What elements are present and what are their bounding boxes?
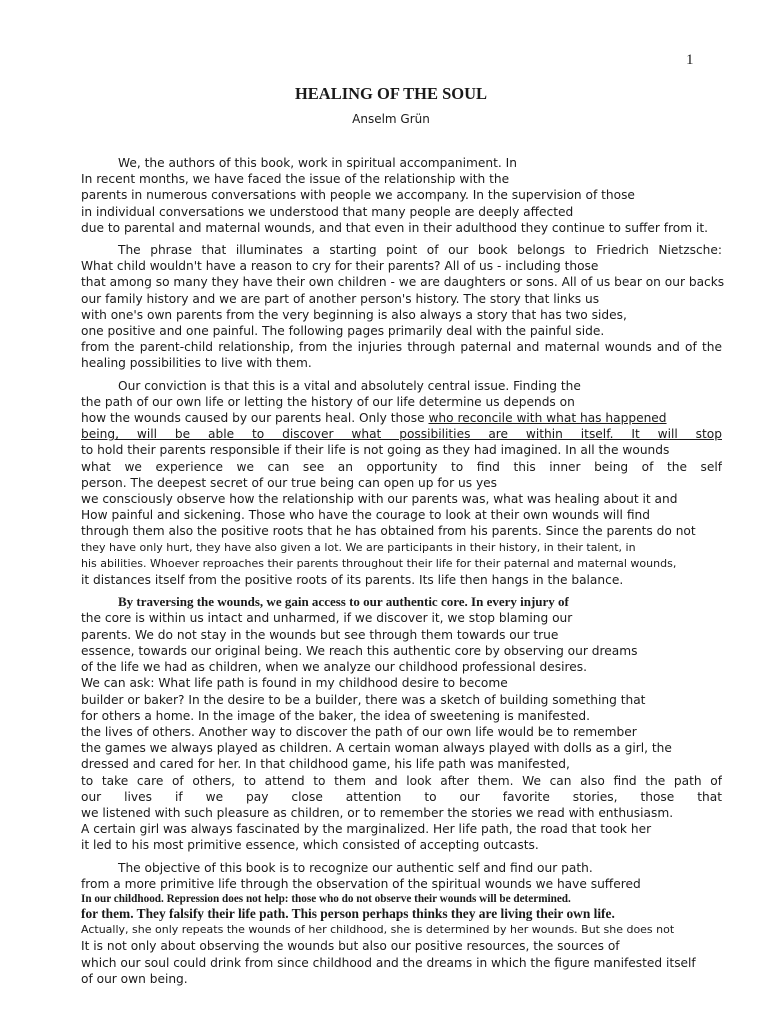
text-line: of the life we had as children, when we analyze our childhood professional desires. bbox=[81, 660, 587, 675]
text-line: How painful and sickening. Those who have the courage to look at their own wounds will find bbox=[81, 508, 650, 523]
text-line: parents. We do not stay in the wounds but see through them towards our true bbox=[81, 627, 559, 642]
text-line: due to parental and maternal wounds, and that even in their adulthood they continue to suffer from it. bbox=[81, 220, 709, 235]
text-line: his abilities. Whoever reproaches their parents throughout their life for their paternal and maternal wounds, bbox=[81, 556, 677, 570]
text-line bbox=[81, 410, 731, 426]
text-line: Our conviction is that this is a vital and absolutely central issue. Finding the bbox=[118, 378, 581, 393]
paragraph-4 bbox=[81, 594, 731, 853]
text-line: for others a home. In the image of the baker, the idea of sweetening is manifested. bbox=[81, 708, 591, 723]
text-line: dressed and cared for her. In that childhood game, his life path was manifested, bbox=[81, 757, 570, 772]
text-line: It is not only about observing the wounds but also our positive resources, the sources of bbox=[81, 939, 620, 954]
paragraph-3 bbox=[81, 378, 731, 589]
author-name: Anselm Grün bbox=[352, 112, 430, 126]
text-line: that among so many they have their own children - we are daughters or sons. All of us bear on our backs bbox=[81, 275, 725, 290]
text-line: through them also the positive roots that he has obtained from his parents. Since the parents do not bbox=[81, 524, 696, 539]
page-number: 1 bbox=[686, 52, 694, 68]
text-line: it led to his most primitive essence, which consisted of accepting outcasts. bbox=[81, 838, 539, 853]
bold-text-line: In our childhood. Repression does not help: those who do not observe their wounds will be determined. bbox=[81, 892, 571, 905]
text-line: The objective of this book is to recognize our authentic self and find our path. bbox=[118, 860, 593, 875]
document-title: HEALING OF THE SOUL bbox=[294, 84, 488, 103]
text-line: our lives if we pay close attention to our favorite stories, those that bbox=[81, 789, 722, 804]
bold-text-line: for them. They falsify their life path. This person perhaps thinks they are living their own life. bbox=[81, 905, 615, 921]
text-line: which our soul could drink from since childhood and the dreams in which the figure manifested itself bbox=[81, 955, 696, 970]
paragraph-5 bbox=[81, 860, 731, 987]
text-line: We, the authors of this book, work in spiritual accompaniment. In bbox=[118, 156, 517, 170]
text-segment: how the wounds caused by our parents heal. Only those bbox=[81, 411, 429, 426]
text-line: A certain girl was always fascinated by the marginalized. Her life path, the road that took her bbox=[81, 822, 652, 837]
text-line: we listened with such pleasure as children, or to remember the stories we read with enthusiasm. bbox=[81, 805, 674, 820]
underlined-text: who reconcile with what has happened bbox=[428, 411, 667, 426]
text-line: healing possibilities to live with them. bbox=[81, 356, 312, 371]
text-line: essence, towards our original being. We reach this authentic core by observing our dreams bbox=[81, 643, 638, 658]
text-line: to take care of others, to attend to them and look after them. We can also find the path of bbox=[81, 773, 722, 788]
text-line: it distances itself from the positive roots of its parents. Its life then hangs in the balance. bbox=[81, 573, 624, 588]
text-line: to hold their parents responsible if their life is not going as they had imagined. In all the wounds bbox=[81, 443, 670, 458]
text-line: of our own being. bbox=[81, 971, 188, 986]
text-line: person. The deepest secret of our true being can open up for us yes bbox=[81, 475, 498, 490]
paragraph-1 bbox=[81, 155, 731, 236]
text-line: the path of our own life or letting the history of our life determine us depends on bbox=[81, 394, 575, 409]
underlined-text-line: being, will be able to discover what possibilities are within itself. It will stop bbox=[81, 427, 722, 442]
text-line: builder or baker? In the desire to be a builder, there was a sketch of building something that bbox=[81, 692, 646, 707]
paragraph-2 bbox=[81, 242, 731, 372]
text-line: in individual conversations we understood that many people are deeply affected bbox=[81, 204, 574, 219]
bold-text-line: By traversing the wounds, we gain access to our authentic core. In every injury of bbox=[118, 594, 569, 610]
text-line: Actually, she only repeats the wounds of her childhood, she is determined by her wounds. But she does not bbox=[81, 923, 675, 937]
text-line: our family history and we are part of another person's history. The story that links us bbox=[81, 291, 600, 306]
text-line: the games we always played as children. A certain woman always played with dolls as a girl, the bbox=[81, 741, 672, 756]
text-line: We can ask: What life path is found in my childhood desire to become bbox=[81, 676, 508, 691]
text-line: what we experience we can see an opportunity to find this inner being of the self bbox=[81, 459, 722, 474]
text-line: we consciously observe how the relationship with our parents was, what was healing about it and bbox=[81, 492, 678, 507]
text-line: they have only hurt, they have also given a lot. We are participants in their history, in their talent, in bbox=[81, 540, 636, 554]
text-line: parents in numerous conversations with people we accompany. In the supervision of those bbox=[81, 188, 635, 203]
text-line: What child wouldn't have a reason to cry for their parents? All of us - including those bbox=[81, 259, 599, 274]
text-line: from the parent-child relationship, from the injuries through paternal and maternal wounds and of the bbox=[81, 340, 722, 355]
text-line: one positive and one painful. The following pages primarily deal with the painful side. bbox=[81, 324, 605, 339]
text-line: from a more primitive life through the observation of the spiritual wounds we have suffered bbox=[81, 876, 641, 891]
text-line: the core is within us intact and unharmed, if we discover it, we stop blaming our bbox=[81, 611, 573, 626]
text-line: The phrase that illuminates a starting point of our book belongs to Friedrich Nietzsche: bbox=[118, 243, 722, 258]
text-line: with one's own parents from the very beginning is also always a story that has two sides, bbox=[81, 307, 627, 322]
text-line: the lives of others. Another way to discover the path of our own life would be to remember bbox=[81, 724, 637, 739]
text-line: In recent months, we have faced the issue of the relationship with the bbox=[81, 172, 510, 187]
document-body bbox=[81, 155, 731, 993]
